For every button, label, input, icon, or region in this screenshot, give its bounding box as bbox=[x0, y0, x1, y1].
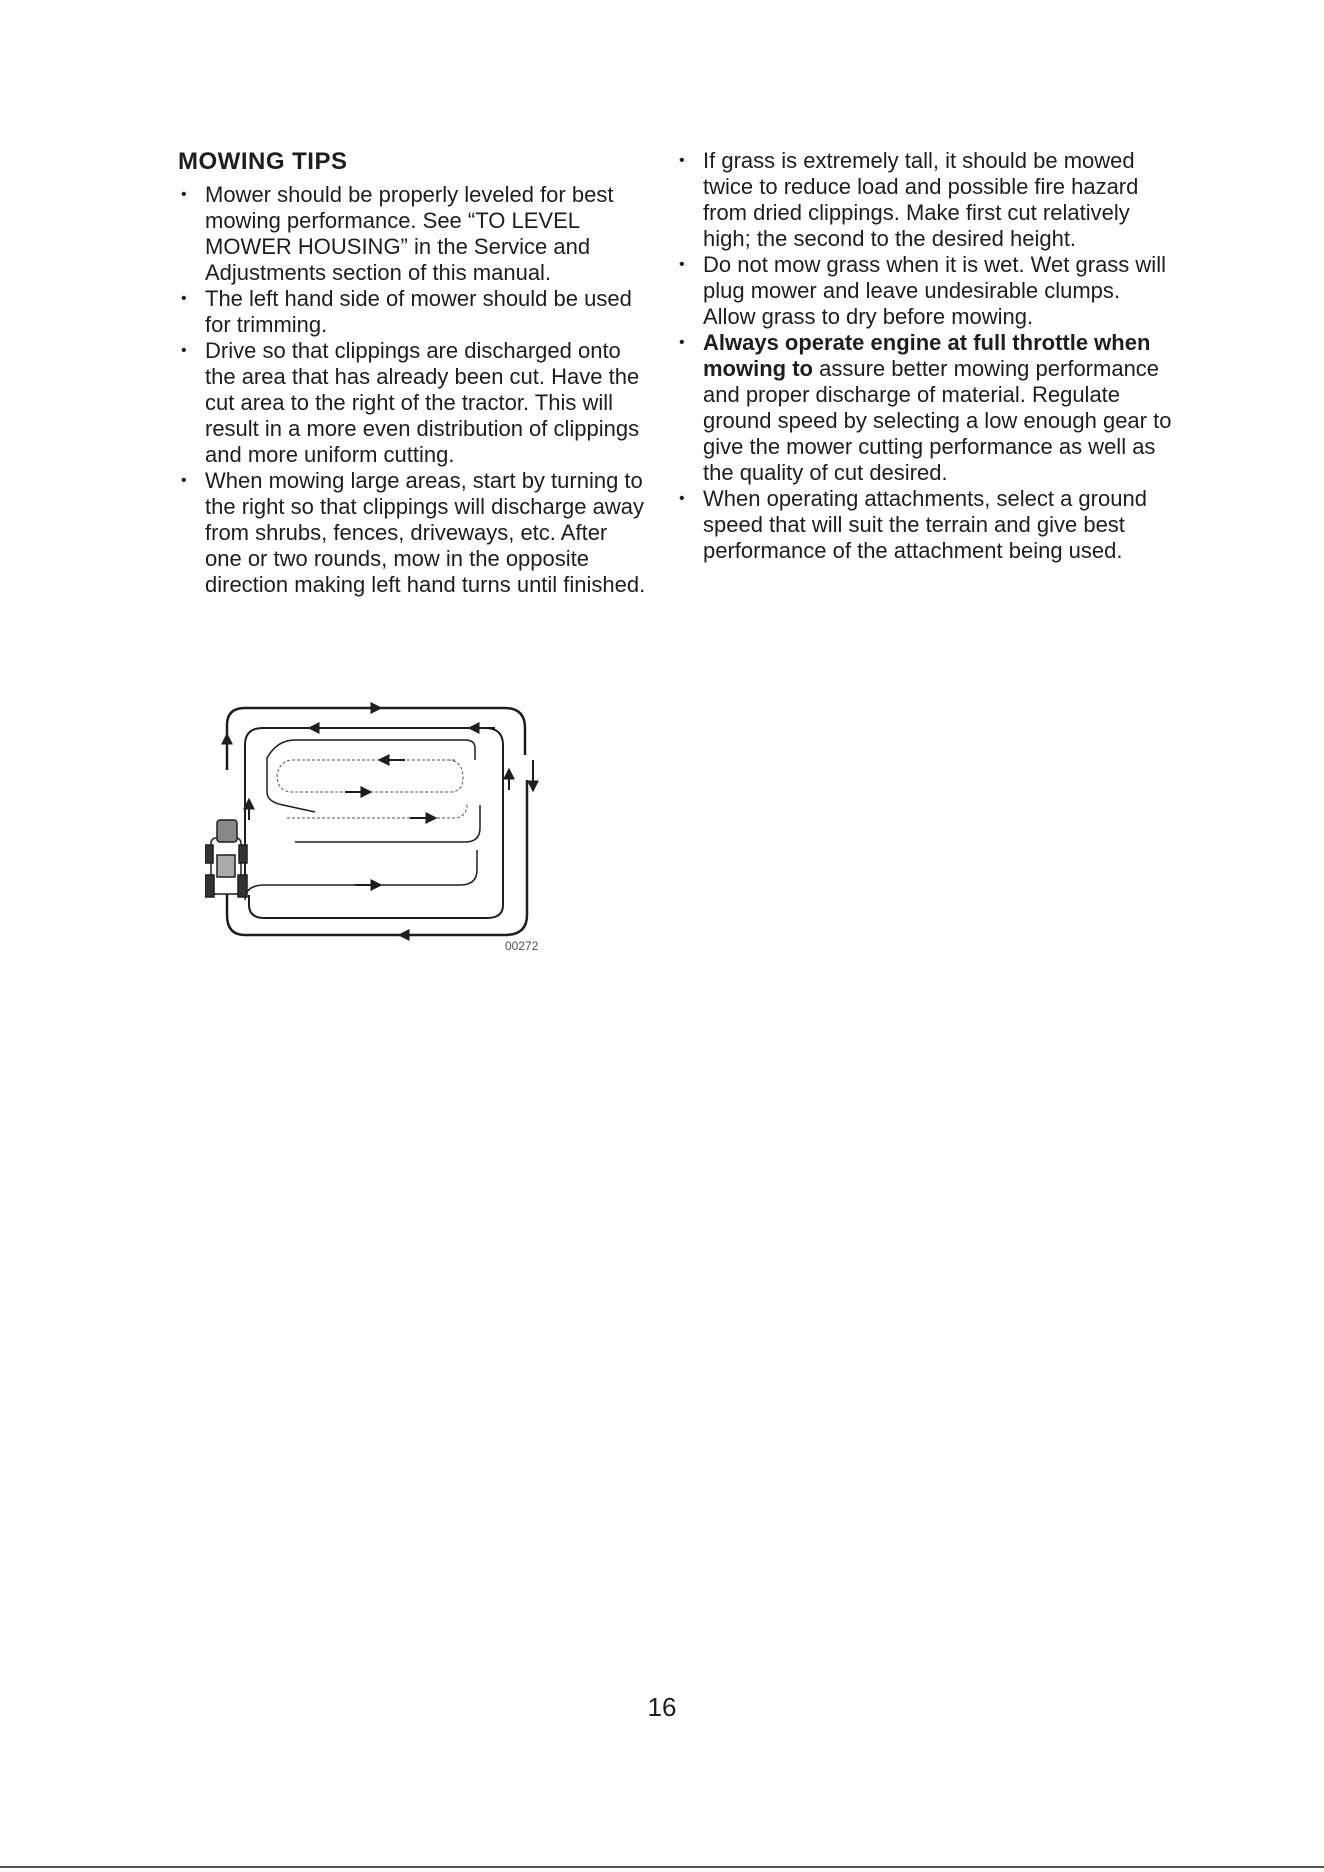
bullet-icon: • bbox=[679, 256, 685, 273]
tip-text: If grass is extremely tall, it should be mowed twice to reduce load and possible fire hazard from dried clippings. Make first cut relatively high; the second to the desired height. bbox=[703, 148, 1139, 251]
tip-text: When operating attachments, select a ground speed that will suit the terrain and give best performance of the attachment being used. bbox=[703, 486, 1147, 563]
bullet-icon: • bbox=[181, 472, 187, 489]
right-tips-list bbox=[676, 148, 1176, 564]
tip-text: Do not mow grass when it is wet. Wet grass will plug mower and leave undesirable clumps. Allow grass to dry before mowing. bbox=[703, 252, 1166, 329]
bottom-divider bbox=[0, 1866, 1324, 1868]
bullet-icon: • bbox=[181, 342, 187, 359]
bullet-icon: • bbox=[679, 152, 685, 169]
tip-item bbox=[178, 338, 648, 468]
mowing-path-outer bbox=[227, 708, 527, 935]
tip-text: assure better mowing performance and proper discharge of material. Regulate ground speed by selecting a low enough gear to give the mower cutting performance as well as the quality of cut desired. bbox=[703, 356, 1172, 485]
tip-item bbox=[178, 182, 648, 286]
tip-text: Mower should be properly leveled for best mowing performance. See “TO LEVEL MOWER HOUSING” in the Service and Adjustments section of this manual. bbox=[205, 182, 614, 285]
mowing-path-second bbox=[245, 728, 503, 918]
left-column bbox=[178, 148, 648, 598]
right-column bbox=[676, 148, 1176, 564]
tip-emphasis: Always operate engine at full throttle when mowing to bbox=[703, 330, 1151, 381]
tip-item bbox=[178, 468, 648, 598]
tip-text: Drive so that clippings are discharged onto the area that has already been cut. Have the cut area to the right of the tractor. This will result in a more even distribution of clippings and more uniform cutting. bbox=[205, 338, 640, 467]
tip-item bbox=[676, 330, 1176, 486]
section-title: MOWING TIPS bbox=[178, 148, 348, 175]
tip-item bbox=[676, 148, 1176, 252]
bullet-icon: • bbox=[679, 490, 685, 507]
tip-text: When mowing large areas, start by turning to the right so that clippings will discharge away from shrubs, fences, driveways, etc. After one or two rounds, mow in the opposite direction making left hand turns until finished. bbox=[205, 468, 646, 597]
tip-item bbox=[676, 486, 1176, 564]
tip-item bbox=[178, 286, 648, 338]
bullet-icon: • bbox=[181, 186, 187, 203]
page-number: 16 bbox=[647, 1692, 677, 1722]
mowing-pattern-diagram bbox=[205, 700, 645, 950]
left-tips-list bbox=[178, 182, 648, 598]
direction-arrows bbox=[227, 708, 533, 935]
tip-item bbox=[676, 252, 1176, 330]
mowing-path-third bbox=[245, 740, 480, 900]
lawn-tractor-icon bbox=[205, 820, 247, 897]
bullet-icon: • bbox=[181, 290, 187, 307]
figure-code: 00272 bbox=[505, 939, 539, 950]
bullet-icon: • bbox=[679, 334, 685, 351]
tip-text: The left hand side of mower should be used for trimming. bbox=[205, 286, 632, 337]
